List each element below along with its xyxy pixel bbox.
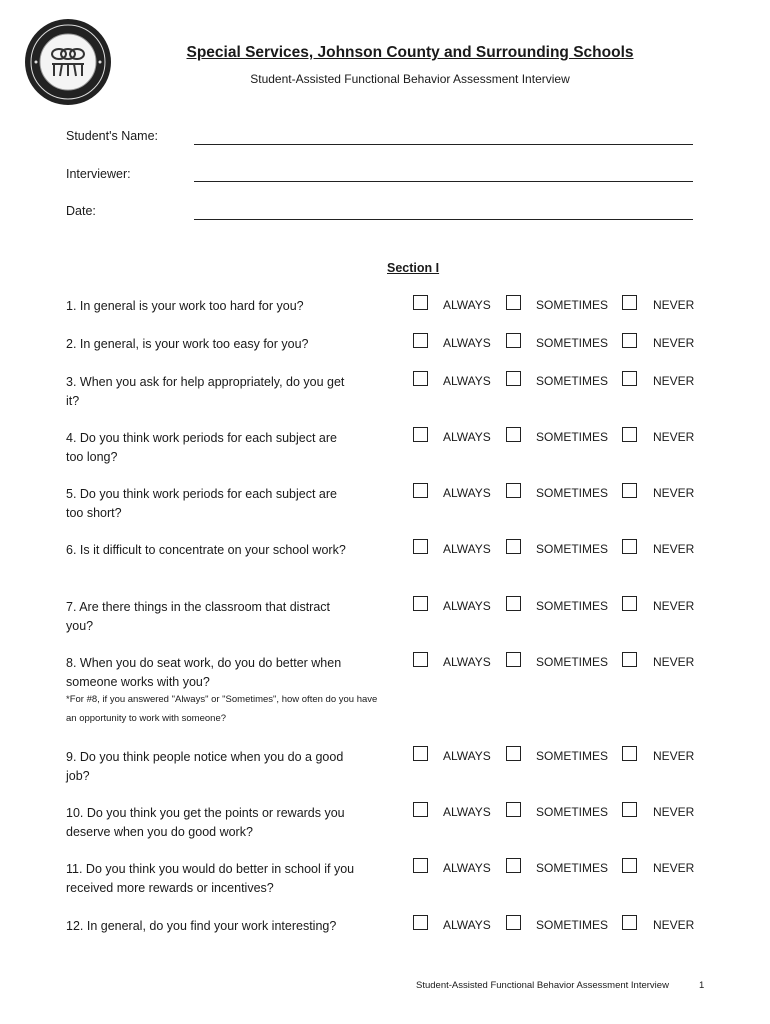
- q7-never-label: NEVER: [653, 599, 695, 613]
- q11-never-label: NEVER: [653, 861, 695, 875]
- q6-sometimes-label: SOMETIMES: [536, 542, 609, 556]
- q3-never-checkbox[interactable]: [622, 371, 637, 386]
- q2-sometimes-checkbox[interactable]: [506, 333, 521, 348]
- page-number: 1: [699, 980, 705, 991]
- footer-text: Student-Assisted Functional Behavior Assessment Interview: [416, 980, 669, 991]
- q10-sometimes-checkbox[interactable]: [506, 802, 521, 817]
- q9-always-checkbox[interactable]: [413, 746, 428, 761]
- question-8-note: *For #8, if you answered "Always" or "Sometimes", how often do you have an opportunity to work with someone?: [66, 694, 378, 724]
- q4-never-checkbox[interactable]: [622, 427, 637, 442]
- q7-sometimes-label: SOMETIMES: [536, 599, 609, 613]
- q4-sometimes-label: SOMETIMES: [536, 430, 609, 444]
- q7-always-label: ALWAYS: [443, 599, 491, 613]
- q4-always-label: ALWAYS: [443, 430, 491, 444]
- q8-always-label: ALWAYS: [443, 655, 491, 669]
- q11-sometimes-checkbox[interactable]: [506, 858, 521, 873]
- q12-sometimes-label: SOMETIMES: [536, 918, 609, 932]
- document-title: Special Services, Johnson County and Surrounding Schools: [186, 44, 634, 61]
- q10-always-checkbox[interactable]: [413, 802, 428, 817]
- q9-sometimes-label: SOMETIMES: [536, 749, 609, 763]
- q3-never-label: NEVER: [653, 374, 695, 388]
- q8-sometimes-checkbox[interactable]: [506, 652, 521, 667]
- school-seal-logo: [24, 18, 112, 106]
- question-12: 12. In general, do you find your work interesting?: [66, 919, 337, 933]
- q1-always-label: ALWAYS: [443, 298, 491, 312]
- q5-never-label: NEVER: [653, 486, 695, 500]
- q1-never-label: NEVER: [653, 298, 695, 312]
- question-4: 4. Do you think work periods for each subject are too long?: [66, 431, 337, 464]
- q1-sometimes-checkbox[interactable]: [506, 295, 521, 310]
- question-11: 11. Do you think you would do better in school if you received more rewards or incentives?: [66, 862, 355, 895]
- q6-never-checkbox[interactable]: [622, 539, 637, 554]
- q10-always-label: ALWAYS: [443, 805, 491, 819]
- q12-always-checkbox[interactable]: [413, 915, 428, 930]
- q11-always-checkbox[interactable]: [413, 858, 428, 873]
- interviewer-field[interactable]: [194, 181, 693, 182]
- q2-always-label: ALWAYS: [443, 336, 491, 350]
- q7-sometimes-checkbox[interactable]: [506, 596, 521, 611]
- question-6: 6. Is it difficult to concentrate on your school work?: [66, 543, 346, 557]
- q1-sometimes-label: SOMETIMES: [536, 298, 609, 312]
- q9-never-label: NEVER: [653, 749, 695, 763]
- q1-always-checkbox[interactable]: [413, 295, 428, 310]
- q5-always-label: ALWAYS: [443, 486, 491, 500]
- q7-always-checkbox[interactable]: [413, 596, 428, 611]
- q2-always-checkbox[interactable]: [413, 333, 428, 348]
- q3-always-checkbox[interactable]: [413, 371, 428, 386]
- q5-sometimes-label: SOMETIMES: [536, 486, 609, 500]
- q5-never-checkbox[interactable]: [622, 483, 637, 498]
- q10-never-label: NEVER: [653, 805, 695, 819]
- question-1: 1. In general is your work too hard for you?: [66, 299, 304, 313]
- q2-never-label: NEVER: [653, 336, 695, 350]
- document-subtitle: Student-Assisted Functional Behavior Assessment Interview: [250, 72, 570, 86]
- q8-never-label: NEVER: [653, 655, 695, 669]
- q11-always-label: ALWAYS: [443, 861, 491, 875]
- q8-sometimes-label: SOMETIMES: [536, 655, 609, 669]
- question-3: 3. When you ask for help appropriately, do you get it?: [66, 375, 345, 408]
- question-10: 10. Do you think you get the points or rewards you deserve when you do good work?: [66, 806, 345, 839]
- question-9: 9. Do you think people notice when you do a good job?: [66, 750, 344, 783]
- q12-never-checkbox[interactable]: [622, 915, 637, 930]
- q12-always-label: ALWAYS: [443, 918, 491, 932]
- q6-never-label: NEVER: [653, 542, 695, 556]
- q6-always-checkbox[interactable]: [413, 539, 428, 554]
- q10-sometimes-label: SOMETIMES: [536, 805, 609, 819]
- question-7: 7. Are there things in the classroom that distract you?: [66, 600, 331, 633]
- q12-sometimes-checkbox[interactable]: [506, 915, 521, 930]
- q9-never-checkbox[interactable]: [622, 746, 637, 761]
- q6-sometimes-checkbox[interactable]: [506, 539, 521, 554]
- q10-never-checkbox[interactable]: [622, 802, 637, 817]
- q7-never-checkbox[interactable]: [622, 596, 637, 611]
- q8-never-checkbox[interactable]: [622, 652, 637, 667]
- q11-sometimes-label: SOMETIMES: [536, 861, 609, 875]
- q4-always-checkbox[interactable]: [413, 427, 428, 442]
- q5-sometimes-checkbox[interactable]: [506, 483, 521, 498]
- q4-sometimes-checkbox[interactable]: [506, 427, 521, 442]
- q2-sometimes-label: SOMETIMES: [536, 336, 609, 350]
- date-field[interactable]: [194, 219, 693, 220]
- q3-always-label: ALWAYS: [443, 374, 491, 388]
- q11-never-checkbox[interactable]: [622, 858, 637, 873]
- q8-always-checkbox[interactable]: [413, 652, 428, 667]
- q3-sometimes-checkbox[interactable]: [506, 371, 521, 386]
- q5-always-checkbox[interactable]: [413, 483, 428, 498]
- q9-sometimes-checkbox[interactable]: [506, 746, 521, 761]
- student-name-label: Student's Name:: [66, 129, 159, 143]
- q4-never-label: NEVER: [653, 430, 695, 444]
- date-label: Date:: [66, 204, 96, 218]
- q3-sometimes-label: SOMETIMES: [536, 374, 609, 388]
- section-title: Section I: [387, 261, 440, 275]
- student-name-field[interactable]: [194, 144, 693, 145]
- q2-never-checkbox[interactable]: [622, 333, 637, 348]
- interviewer-label: Interviewer:: [66, 167, 131, 181]
- q9-always-label: ALWAYS: [443, 749, 491, 763]
- question-5: 5. Do you think work periods for each subject are too short?: [66, 487, 337, 520]
- question-2: 2. In general, is your work too easy for you?: [66, 337, 309, 351]
- q1-never-checkbox[interactable]: [622, 295, 637, 310]
- q12-never-label: NEVER: [653, 918, 695, 932]
- q6-always-label: ALWAYS: [443, 542, 491, 556]
- question-8: 8. When you do seat work, do you do better when someone works with you?: [66, 656, 342, 689]
